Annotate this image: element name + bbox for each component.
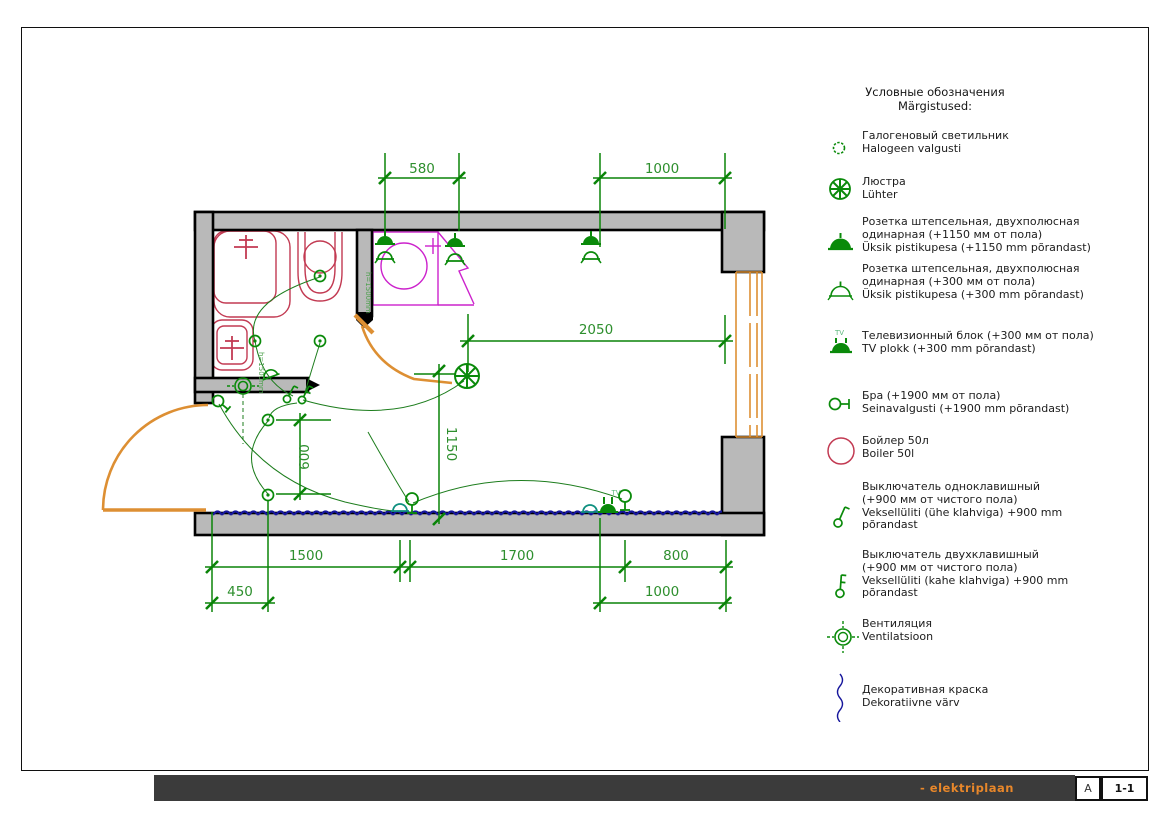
legend-line: Розетка штепсельная, двухполюсная bbox=[862, 215, 1080, 228]
height-note: h=1500mm bbox=[364, 272, 372, 314]
dim-600: 600 bbox=[297, 444, 313, 470]
legend-line: Вентиляция bbox=[862, 617, 932, 630]
legend-item-paint bbox=[826, 678, 1156, 710]
legend-item-wall-light bbox=[826, 390, 1156, 416]
legend-item-socket-1150 bbox=[826, 216, 1156, 254]
legend-line: Выключатель двухклавишный bbox=[862, 548, 1039, 561]
legend-line: одинарная (+300 мм от пола) bbox=[862, 274, 1036, 288]
dim-1700: 1700 bbox=[499, 548, 535, 564]
legend-title-et: Märgistused: bbox=[897, 99, 973, 113]
switch-single-icon bbox=[826, 499, 856, 537]
socket-1150-icon bbox=[826, 229, 856, 263]
legend-line: Üksik pistikupesa (+1150 mm põrandast) bbox=[862, 240, 1091, 254]
legend-line: Бра (+1900 мм от пола) bbox=[862, 389, 1001, 402]
legend-line: Ventilatsioon bbox=[862, 629, 934, 643]
chandelier-icon bbox=[826, 176, 856, 210]
legend-item-switch-single bbox=[826, 481, 1156, 532]
legend-item-switch-double bbox=[826, 549, 1156, 600]
legend-line: põrandast bbox=[862, 518, 918, 532]
dim-1150: 1150 bbox=[443, 426, 459, 462]
dim-580: 580 bbox=[409, 161, 435, 177]
legend-line: Üksik pistikupesa (+300 mm põrandast) bbox=[862, 287, 1084, 301]
legend-line: одинарная (+1150 мм от пола) bbox=[862, 227, 1043, 241]
title-block-revision: A bbox=[1075, 776, 1101, 801]
decorative-paint-icon bbox=[826, 670, 856, 726]
legend-line: Телевизионный блок (+300 мм от пола) bbox=[862, 329, 1094, 342]
title-bar bbox=[154, 775, 1075, 801]
wall-end-cap bbox=[306, 378, 320, 392]
title-block-sheet-number: 1-1 bbox=[1101, 776, 1148, 801]
legend-line: Галогеновый светильник bbox=[862, 129, 1009, 142]
legend-line: Dekoratiivne värv bbox=[862, 695, 960, 709]
dim-1000-top: 1000 bbox=[644, 161, 680, 177]
legend-line: (+900 мм от чистого пола) bbox=[862, 492, 1018, 506]
legend-line: Boiler 50l bbox=[862, 446, 915, 460]
wiring bbox=[219, 277, 622, 511]
legend-line: Veksellüliti (kahe klahviga) +900 mm bbox=[862, 573, 1069, 587]
bathtub bbox=[214, 231, 290, 317]
legend-title-ru: Условные обозначения bbox=[865, 85, 1005, 99]
legend-line: Veksellüliti (ühe klahviga) +900 mm bbox=[862, 505, 1063, 519]
tv-label: TV bbox=[611, 489, 621, 497]
legend-line: Бойлер 50л bbox=[862, 434, 929, 447]
legend-line: Lühter bbox=[862, 187, 898, 201]
legend-item-chandelier bbox=[826, 176, 1156, 202]
faucet-cross bbox=[220, 336, 244, 360]
wall-light-icon bbox=[826, 392, 856, 422]
legend-item-ventilation bbox=[826, 618, 1156, 644]
legend-line: põrandast bbox=[862, 586, 918, 600]
dim-1000-bottom: 1000 bbox=[644, 584, 680, 600]
legend-line: Seinavalgusti (+1900 mm põrandast) bbox=[862, 401, 1070, 415]
toilet bbox=[298, 232, 342, 301]
tv-block-icon bbox=[826, 326, 856, 364]
legend-line: Декоративная краска bbox=[862, 683, 989, 696]
switch-double-icon bbox=[826, 567, 856, 605]
svg-text:TV: TV bbox=[835, 329, 845, 337]
legend-line: Выключатель одноклавишный bbox=[862, 480, 1040, 493]
legend-line: Halogeen valgusti bbox=[862, 141, 962, 155]
halogen-light-icon bbox=[826, 132, 856, 166]
legend-line: TV plokk (+300 mm põrandast) bbox=[862, 341, 1036, 355]
legend-item-tv bbox=[826, 330, 1156, 356]
entrance-door bbox=[103, 405, 208, 510]
legend-item-boiler bbox=[826, 435, 1156, 461]
decorative-paint-line bbox=[213, 509, 722, 516]
legend-line: Розетка штепсельная, двухполюсная bbox=[862, 262, 1080, 275]
legend-title bbox=[845, 85, 1025, 113]
chandelier-symbol bbox=[455, 364, 479, 388]
legend-line: (+900 мм от чистого пола) bbox=[862, 560, 1018, 574]
window bbox=[736, 272, 762, 437]
socket-300-icon bbox=[826, 277, 856, 311]
height-note: h=1500mm bbox=[257, 352, 265, 394]
legend-item-halogen bbox=[826, 130, 1156, 156]
ventilation-icon bbox=[826, 620, 856, 660]
dim-1500: 1500 bbox=[288, 548, 324, 564]
boiler-icon bbox=[826, 435, 856, 471]
legend-line: Люстра bbox=[862, 175, 906, 188]
legend-item-socket-300 bbox=[826, 263, 1156, 301]
dim-450: 450 bbox=[227, 584, 253, 600]
dim-800: 800 bbox=[663, 548, 689, 564]
faucet-cross bbox=[234, 235, 258, 259]
dim-2050: 2050 bbox=[578, 322, 614, 338]
drawing-title: - elektriplaan bbox=[920, 781, 1014, 795]
